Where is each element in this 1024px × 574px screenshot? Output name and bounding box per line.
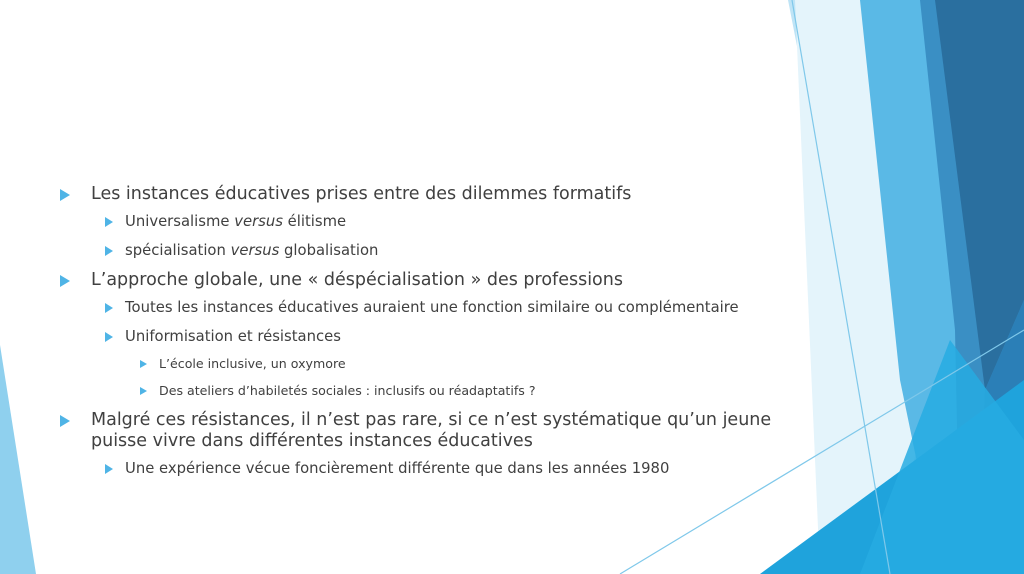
triangle-right-icon xyxy=(105,217,113,227)
bullet-text: Des ateliers d’habiletés sociales : inclusifs ou réadaptatifs ? xyxy=(159,383,536,398)
triangle-right-icon xyxy=(105,303,113,313)
sub-bullet-item xyxy=(105,327,780,346)
left-edge-shape xyxy=(0,345,36,574)
triangle-right-icon xyxy=(140,387,147,395)
triangle-right-icon xyxy=(105,464,113,474)
triangle-right-icon xyxy=(60,189,70,201)
bullet-text-start: spécialisation xyxy=(125,242,231,259)
triangle-right-icon xyxy=(60,415,70,427)
triangle-right-icon xyxy=(105,246,113,256)
triangle-right-icon xyxy=(105,332,113,342)
bullet-item xyxy=(60,410,780,452)
bullet-text-emphasis: versus xyxy=(230,242,280,259)
bullet-text: L’approche globale, une « déspécialisation » des professions xyxy=(91,270,623,290)
sub-bullet-item xyxy=(105,241,780,260)
sub-bullet-item xyxy=(105,298,780,317)
bullet-text: Uniformisation et résistances xyxy=(125,328,341,345)
bullet-text-emphasis: versus xyxy=(234,213,283,230)
sub-sub-bullet-item xyxy=(140,356,780,372)
triangle-right-icon xyxy=(60,275,70,287)
bullet-text: L’école inclusive, un oxymore xyxy=(159,356,346,371)
bullet-text: Les instances éducatives prises entre des dilemmes formatifs xyxy=(91,184,632,204)
bullet-text-end: élitisme xyxy=(282,213,347,230)
bullet-text-start: Universalisme xyxy=(125,213,235,230)
bullet-text-end: globalisation xyxy=(279,242,379,259)
sub-bullet-item xyxy=(105,212,780,231)
bullet-text: Malgré ces résistances, il n’est pas rare, si ce n’est systématique qu’un jeune puisse vivre dans différentes instances éducatives xyxy=(91,410,772,451)
sub-sub-bullet-item xyxy=(140,383,780,399)
bullet-text: Toutes les instances éducatives auraient une fonction similaire ou complémentaire xyxy=(125,299,739,316)
bullet-item xyxy=(60,270,780,291)
bullet-item xyxy=(60,184,780,205)
bullet-text: Une expérience vécue foncièrement différente que dans les années 1980 xyxy=(125,460,670,477)
triangle-right-icon xyxy=(140,360,147,368)
sub-bullet-item xyxy=(105,459,780,478)
slide-body xyxy=(60,180,780,488)
